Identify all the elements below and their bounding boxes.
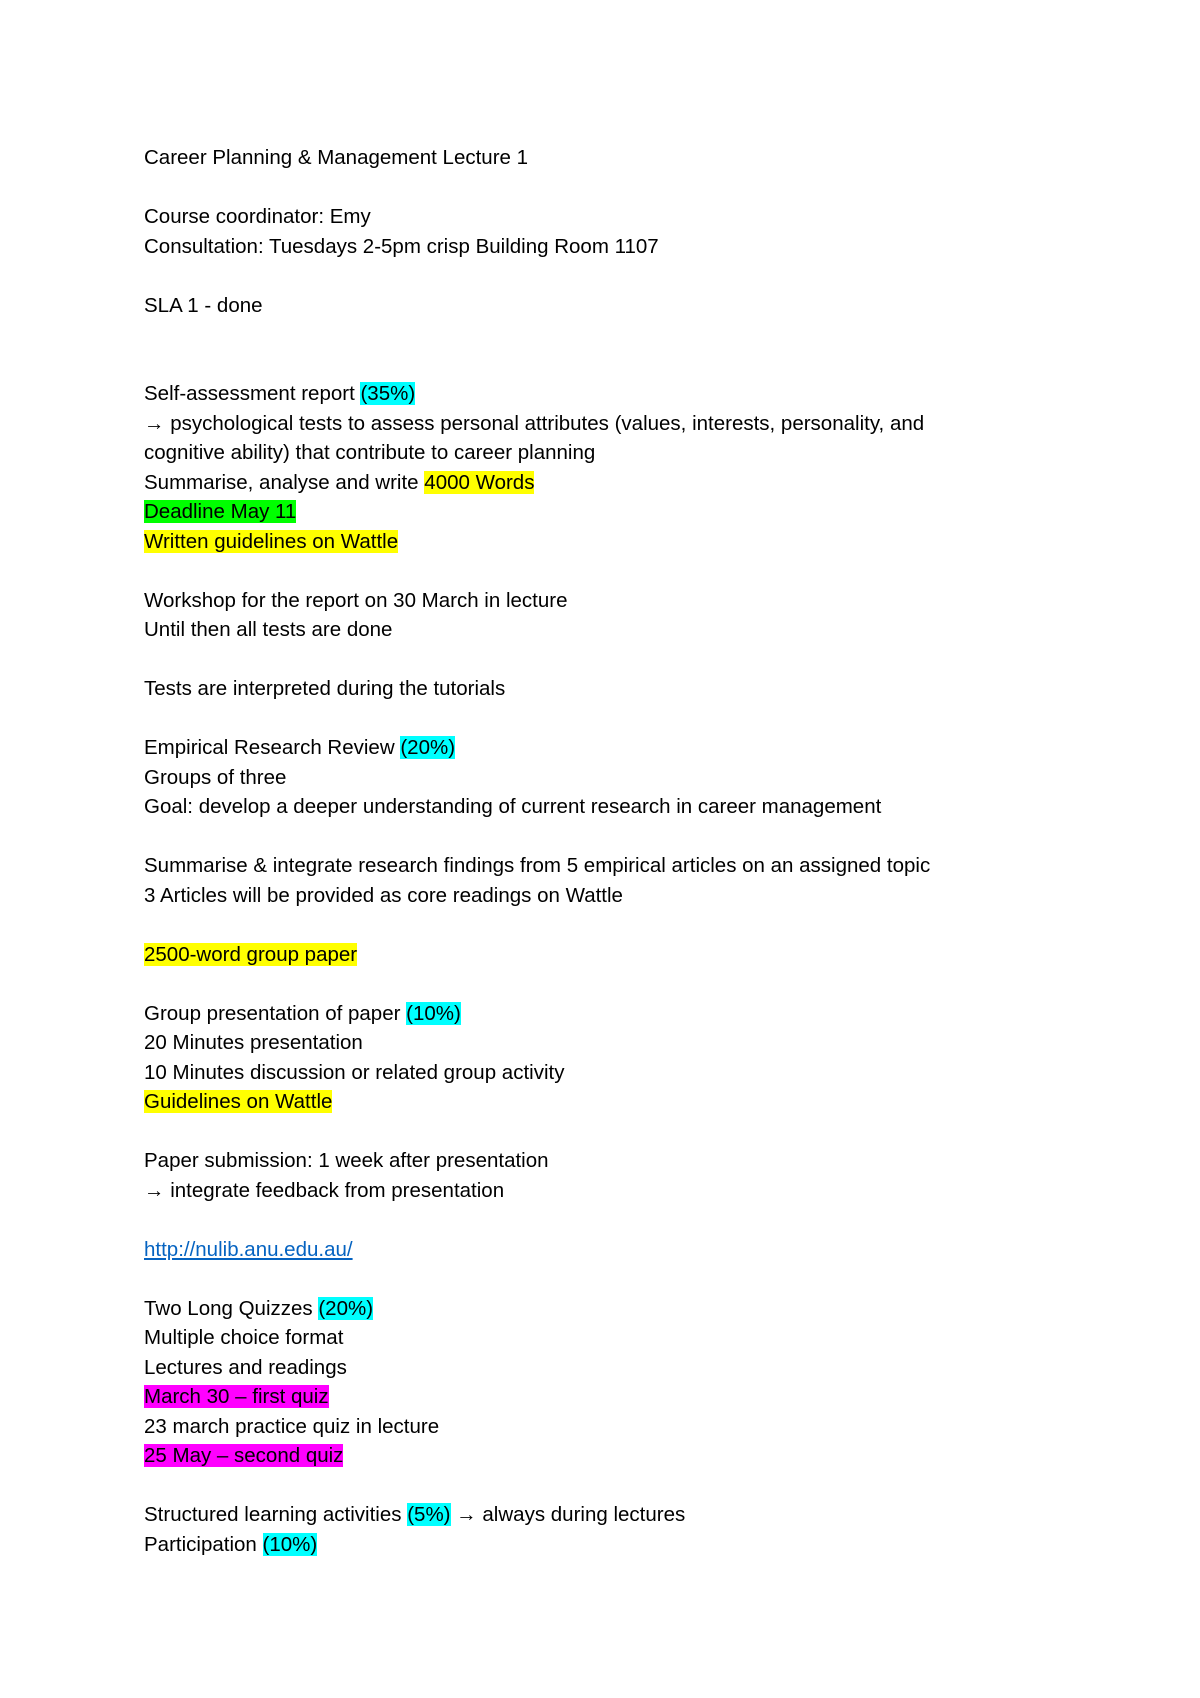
self-assessment-weight: (35%) <box>360 382 416 405</box>
spacer <box>144 645 1044 675</box>
document-body <box>144 143 1044 1559</box>
presentation-weight: (10%) <box>406 1001 461 1025</box>
spacer <box>144 350 1044 380</box>
deadline-line <box>144 497 1044 527</box>
participation-weight: (10%) <box>262 1532 318 1556</box>
first-quiz-highlight: March 30 – first quiz <box>144 1385 329 1408</box>
document-title: Career Planning & Management Lecture 1 <box>144 146 529 169</box>
spacer <box>144 822 1044 852</box>
library-link-line <box>144 1235 1044 1265</box>
word-count-highlight: 4000 Words <box>424 470 535 494</box>
goal-line: Goal: develop a deeper understanding of current research in career management <box>144 795 882 818</box>
tests-done-line: Until then all tests are done <box>144 618 393 641</box>
quiz-format-line: Multiple choice format <box>144 1326 344 1349</box>
workshop-line: Workshop for the report on 30 March in lecture <box>144 588 568 612</box>
coordinator-line: Course coordinator: Emy <box>144 205 371 228</box>
spacer <box>144 261 1044 291</box>
presentation-heading: Group presentation of paper (10%) <box>144 1001 461 1025</box>
written-guidelines-line <box>144 527 1044 557</box>
second-quiz-line <box>144 1441 1044 1471</box>
spacer <box>144 556 1044 586</box>
self-assessment-summarise: Summarise, analyse and write 4000 Words <box>144 470 535 494</box>
second-quiz-highlight: 25 May – second quiz <box>144 1444 344 1467</box>
first-quiz-line <box>144 1382 1044 1412</box>
self-assessment-heading: Self-assessment report (35%) <box>144 382 416 405</box>
spacer <box>144 1471 1044 1501</box>
quizzes-weight: (20%) <box>318 1296 374 1320</box>
library-link[interactable]: http://nulib.anu.edu.au/ <box>144 1237 353 1261</box>
paper-submission-line: Paper submission: 1 week after presentation <box>144 1149 549 1172</box>
summarise-integrate-line: Summarise & integrate research findings from 5 empirical articles on an assigned topic <box>144 854 931 877</box>
deadline-highlight: Deadline May 11 <box>144 500 297 523</box>
articles-line: 3 Articles will be provided as core readings on Wattle <box>144 883 623 907</box>
quiz-scope-line: Lectures and readings <box>144 1355 347 1379</box>
participation-line: Participation (10%) <box>144 1532 318 1556</box>
spacer <box>144 1264 1044 1294</box>
spacer <box>144 969 1044 999</box>
group-paper-highlight: 2500-word group paper <box>144 942 358 966</box>
self-assessment-desc-2: cognitive ability) that contribute to career planning <box>144 441 596 464</box>
empirical-review-heading: Empirical Research Review (20%) <box>144 736 456 759</box>
consultation-line: Consultation: Tuesdays 2-5pm crisp Building Room 1107 <box>144 234 659 258</box>
presentation-guidelines-highlight: Guidelines on Wattle <box>144 1090 333 1113</box>
spacer <box>144 910 1044 940</box>
feedback-line: → integrate feedback from presentation <box>144 1178 505 1202</box>
spacer <box>144 320 1044 350</box>
presentation-guidelines-line <box>144 1087 1044 1117</box>
written-guidelines-highlight: Written guidelines on Wattle <box>144 529 399 553</box>
empirical-review-weight: (20%) <box>400 736 456 759</box>
spacer <box>144 1117 1044 1147</box>
sla1-line: SLA 1 - done <box>144 293 263 317</box>
structured-learning-weight: (5%) <box>407 1503 451 1526</box>
discussion-minutes-line: 10 Minutes discussion or related group activity <box>144 1060 565 1084</box>
presentation-minutes-line: 20 Minutes presentation <box>144 1031 363 1054</box>
structured-learning-line: Structured learning activities (5%) → always during lectures <box>144 1503 686 1526</box>
group-paper-line <box>144 940 1044 970</box>
tests-interpreted-line: Tests are interpreted during the tutorials <box>144 677 506 700</box>
spacer <box>144 173 1044 203</box>
self-assessment-desc-1: → psychological tests to assess personal attributes (values, interests, personality, and <box>144 411 925 435</box>
spacer <box>144 1205 1044 1235</box>
quizzes-heading: Two Long Quizzes (20%) <box>144 1296 374 1320</box>
groups-line: Groups of three <box>144 765 287 789</box>
spacer <box>144 704 1044 734</box>
practice-quiz-line: 23 march practice quiz in lecture <box>144 1414 440 1438</box>
